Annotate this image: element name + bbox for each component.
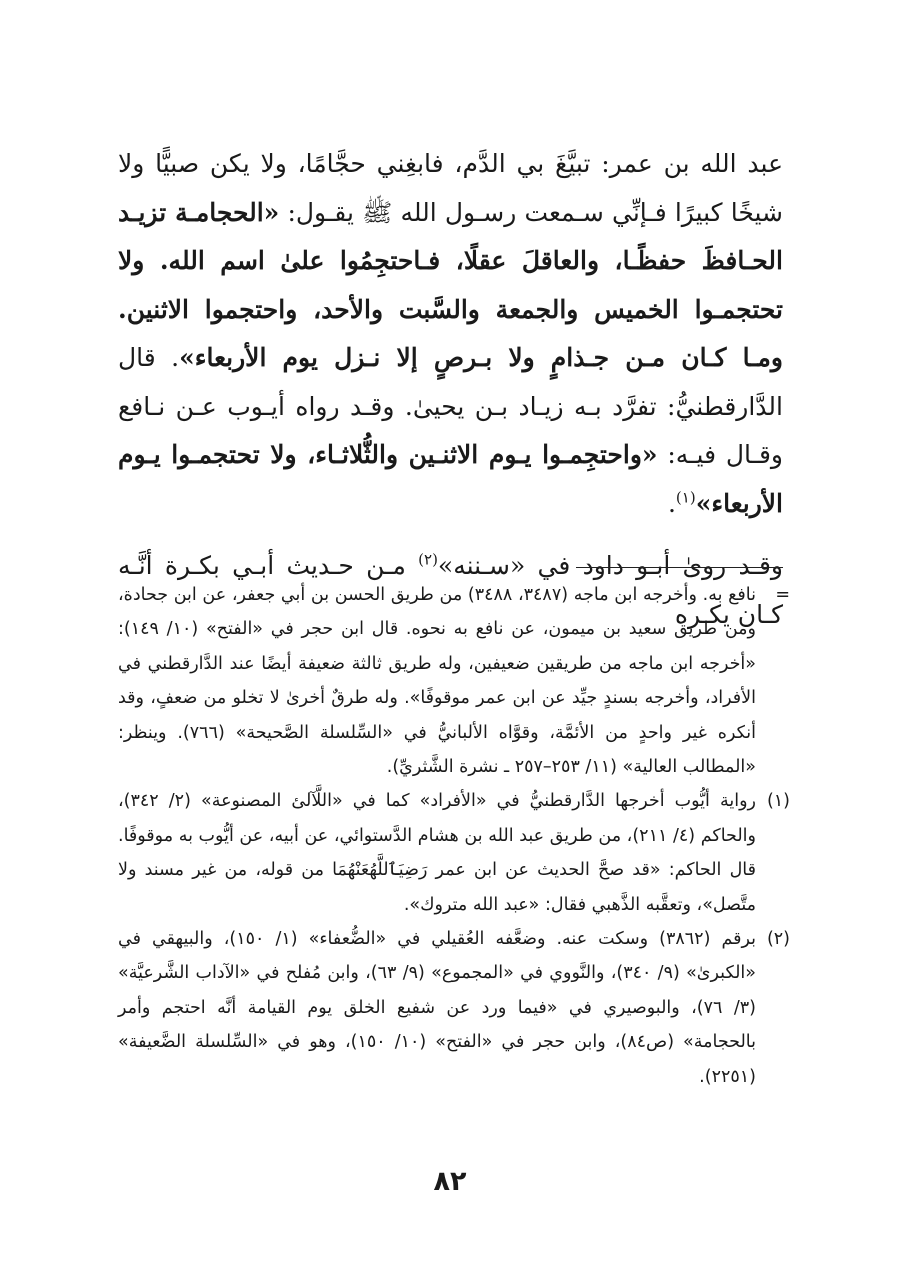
paragraph-1-period: .	[667, 488, 676, 518]
paragraph-1	[118, 140, 783, 528]
footnote-ref-1: (١)	[675, 488, 696, 507]
paragraph-1-commentary: . قال الدَّارقطنيُّ: تفرَّد بـه زيـاد بـن يحيىٰ. وقـد رواه أيـوب عـن نـافع وقـال فيـه:	[118, 343, 783, 469]
hadith-quote-bold: «الحجامـة تزيـد الحـافظَ حفظًـا، والعاقلَ عقلًا، فـاحتجِمُوا علىٰ اسم الله. ولا تحتجمـوا الخميس والجمعة والسَّبت والأحد، واحتجموا الاثنين. ومـا كـان مـن جـذامٍ ولا بـرصٍ إلا نـزل يوم الأربعاء»	[118, 197, 783, 372]
footnotes	[118, 578, 790, 1094]
footnote-ref-2: (٢)	[418, 550, 438, 569]
footnote-text: نافع به. وأخرجه ابن ماجه (٣٤٨٧، ٣٤٨٨) من طريق الحسن بن أبي جعفر، عن ابن جحادة، ومن طريق سعيد بن ميمون، عن نافع به نحوه. قال ابن حجر في «الفتح» (١٠/ ١٤٩): «أخرجه ابن ماجه من طريقين ضعيفين، وله طريق ثالثة ضعيفة أيضًا عند الدَّارقطني في الأفراد، وأخرجه بسندٍ جيِّد عن ابن عمر موقوفًا». وله طرقٌ أخرىٰ لا تخلو من ضعفٍ، وقد أنكره غير واحدٍ من الأئمَّة، وقوَّاه الألبانيُّ في «السِّلسلة الصَّحيحة» (٧٦٦). وينظر: «المطالب العالية» (١١/ ٢٥٣–٢٥٧ ـ نشرة الشَّثريِّ).	[118, 585, 756, 778]
footnote-2	[118, 922, 790, 1094]
footnote-1	[118, 784, 790, 922]
footnote-marker: (١)	[766, 791, 790, 812]
footnote-marker: (٢)	[766, 929, 790, 950]
hadith-variant-bold: «واحتجِمـوا يـوم الاثنـين والثُّلاثـاء، ولا تحتجمـوا يـوم الأربعاء»	[118, 440, 783, 518]
footnote-text: برقم (٣٨٦٢) وسكت عنه. وضعَّفه العُقيلي في «الضُّعفاء» (١/ ١٥٠)، والبيهقي في «الكبرىٰ» (٩/ ٣٤٠)، والنَّووي في «المجموع» (٩/ ٦٣)، وابن مُفلح في «الآداب الشَّرعيَّة» (٣/ ٧٦)، والبوصيري في «فيما ورد عن شفيع الخلق يوم القيامة أنَّه احتجم وأمر بالحجامة» (ص٨٤)، وابن حجر في «الفتح» (١٠/ ١٥٠)، وهو في «السِّلسلة الضَّعيفة» (٢٢٥١).	[118, 929, 757, 1087]
footnote-continuation	[118, 578, 790, 784]
paragraph-1-intro: عبد الله بن عمر: تبيَّغَ بي الدَّم، فابغِني حجَّامًا، ولا يكن صبيًّا ولا شيخًا كبيرًا فـإنِّي سـمعت رسـول الله ﷺ يقـول:	[118, 149, 783, 227]
footnote-text: رواية أيُّوب أخرجها الدَّارقطنيُّ في «الأفراد» كما في «اللَّآلئ المصنوعة» (٢/ ٣٤٢)، والحاكم (٤/ ٢١١)، من طريق عبد الله بن هشام الدَّستوائي، عن أبيه، عن أيُّوب به موقوفًا. قال الحاكم: «قد صحَّ الحديث عن ابن عمر رَضِيَٱللَّهُعَنْهُمَا من قوله، من غير مسند ولا متَّصل»، وتعقَّبه الذَّهبي فقال: «عبد الله متروك».	[118, 791, 756, 915]
main-text	[118, 140, 783, 639]
footnote-marker: =	[775, 585, 790, 605]
paragraph-2-start: وقـد روىٰ أبـو داود في «سـننه»	[437, 551, 783, 580]
paragraph-2-end: مـن حـديث أبـي بكـرة أنَّـه كـان يكـره	[118, 551, 783, 629]
footnote-separator	[576, 567, 783, 568]
page-number: ٨٢	[433, 1166, 467, 1197]
